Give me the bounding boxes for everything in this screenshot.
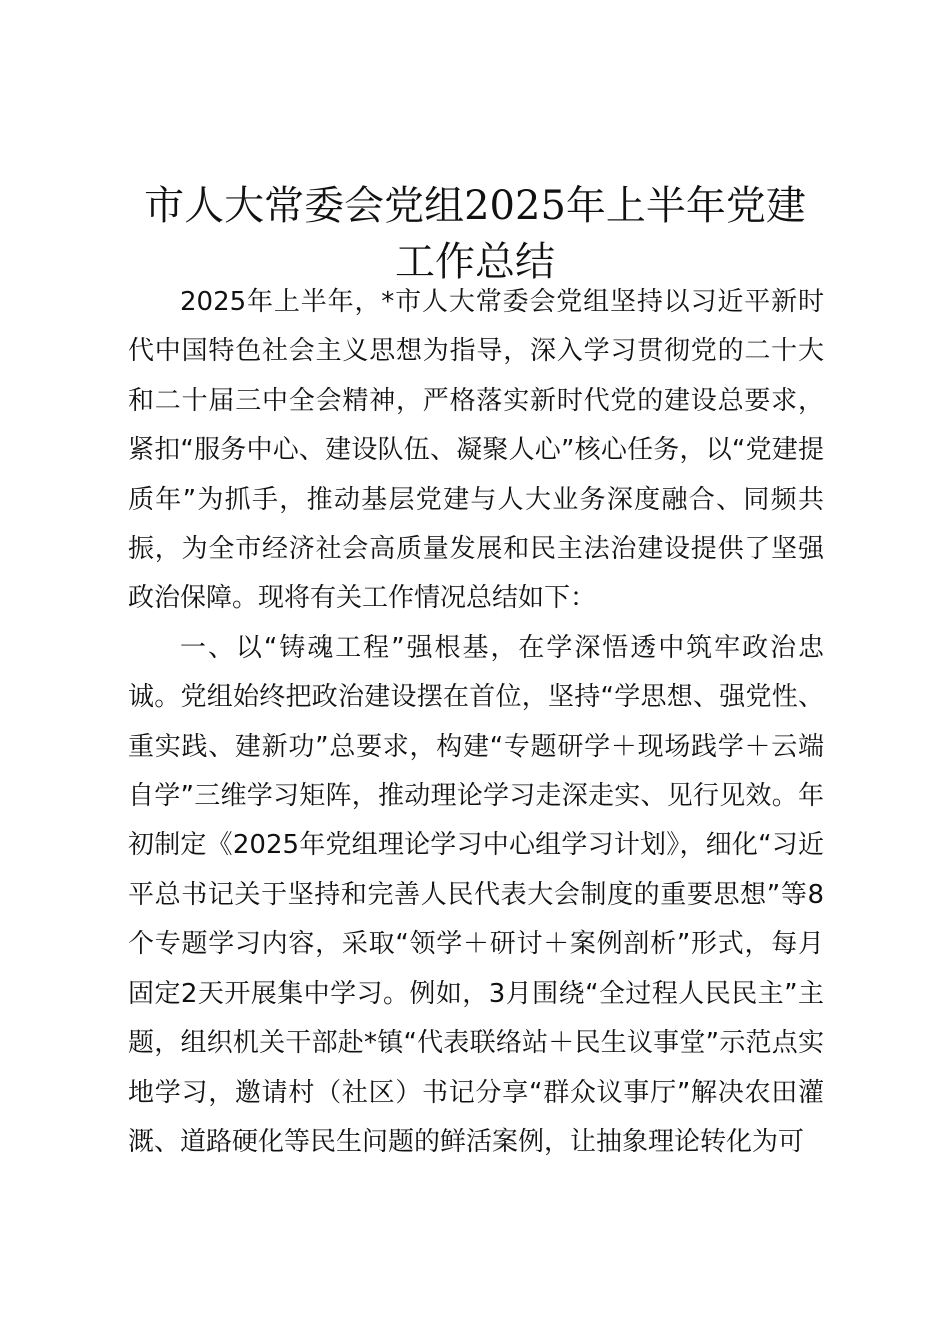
intro-paragraph: 2025年上半年，*市人大常委会党组坚持以习近平新时代中国特色社会主义思想为指导，深入学习贯彻党的二十大和二十届三中全会精神，严格落实新时代党的建设总要求，紧扣“服务中心、建设队伍、凝聚人心”核心任务，以“党建提质年”为抓手，推动基层党建与人大业务深度融合、同频共振，为全市经济社会高质量发展和民主法治建设提供了坚强政治保障。现将有关工作情况总结如下： [128, 287, 824, 614]
document-body [128, 278, 824, 1167]
title-line-2: 工作总结 [395, 239, 555, 285]
section-one-paragraph: 一、以“铸魂工程”强根基，在学深悟透中筑牢政治忠诚。党组始终把政治建设摆在首位，坚持“学思想、强党性、重实践、建新功”总要求，构建“专题研学＋现场践学＋云端自学”三维学习矩阵，推动理论学习走深走实、见行见效。年初制定《2025年党组理论学习中心组学习计划》，细化“习近平总书记关于坚持和完善人民代表大会制度的重要思想”等8个专题学习内容，采取“领学＋研讨＋案例剖析”形式，每月固定2天开展集中学习。例如，3月围绕“全过程人民民主”主题，组织机关干部赴*镇“代表联络站＋民生议事堂”示范点实地学习，邀请村（社区）书记分享“群众议事厅”解决农田灌溉、道路硬化等民生问题的鲜活案例，让抽象理论转化为可 [128, 632, 824, 1157]
title-line-1: 市人大常委会党组2025年上半年党建 [144, 183, 806, 229]
document-title [100, 178, 850, 290]
